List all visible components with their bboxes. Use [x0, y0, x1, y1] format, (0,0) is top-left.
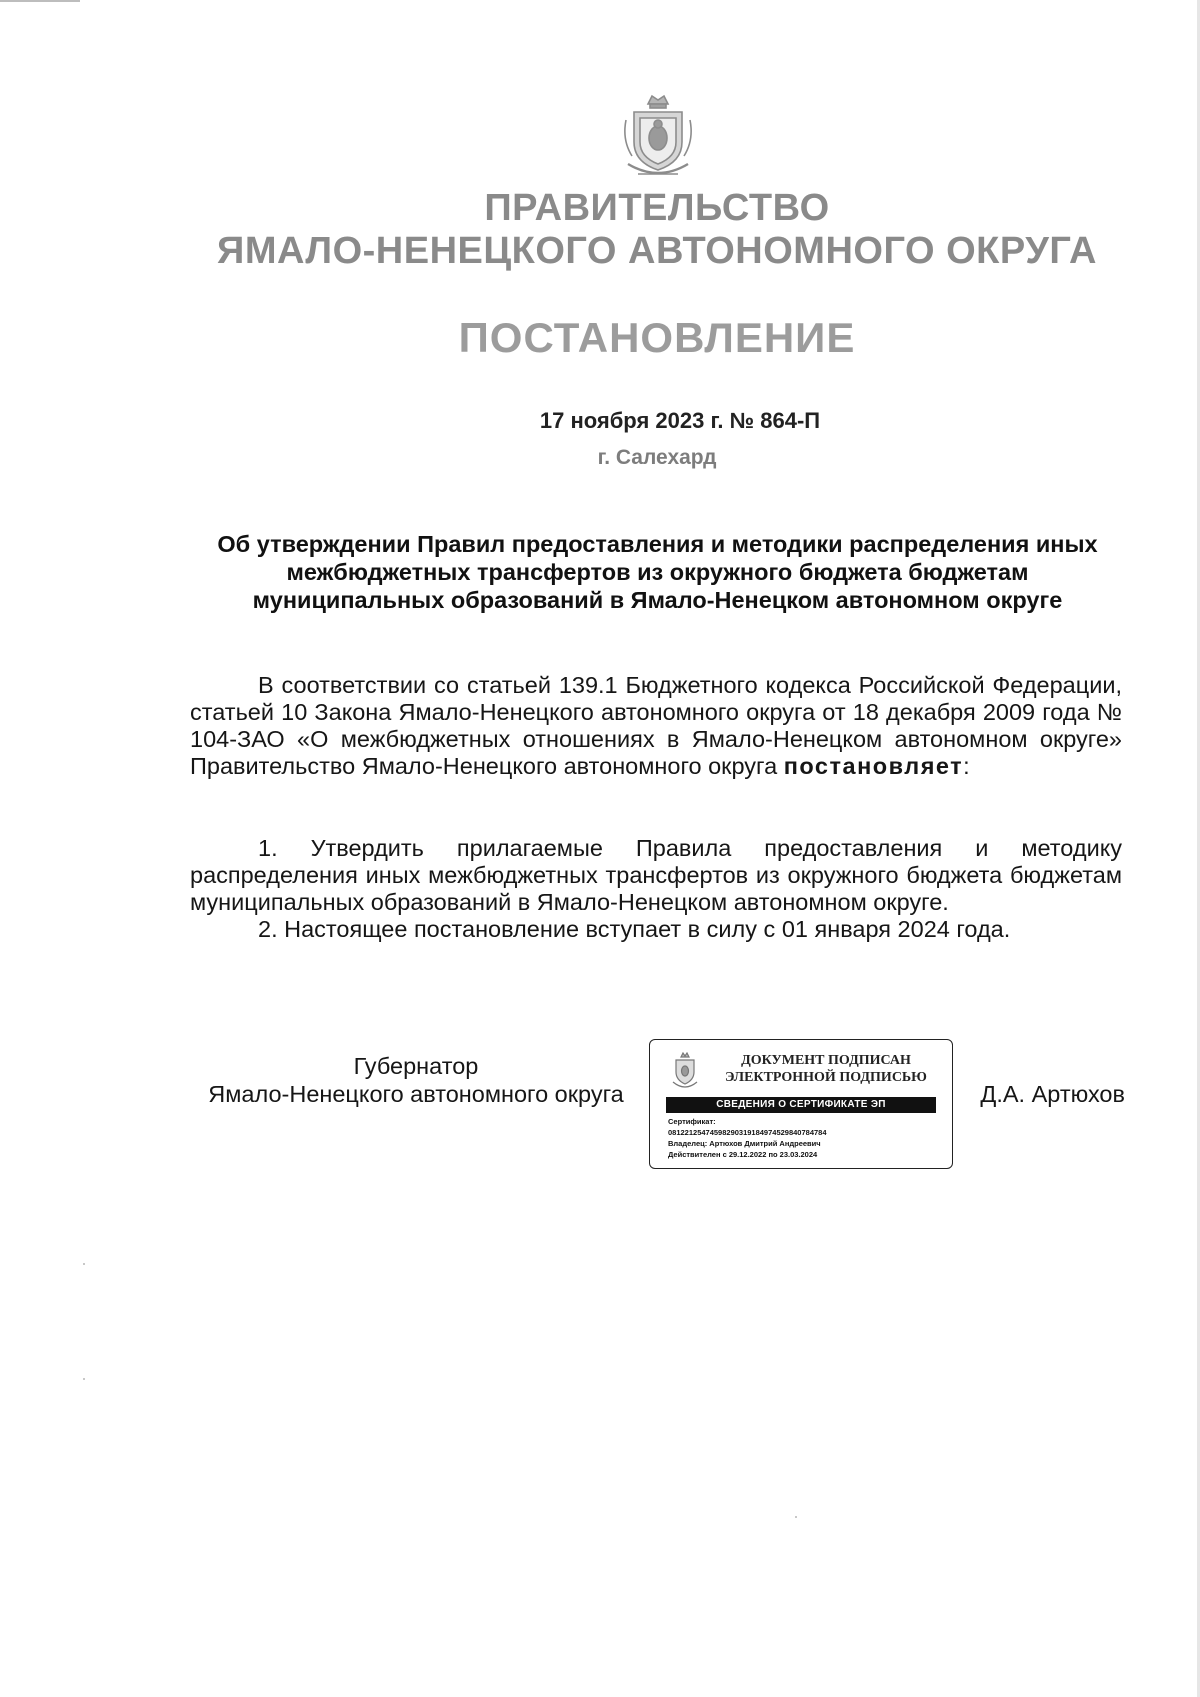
government-name-line-1: ПРАВИТЕЛЬСТВО	[484, 187, 830, 229]
stamp-title-line-2: ЭЛЕКТРОННОЙ ПОДПИСЬЮ	[725, 1070, 927, 1085]
electronic-signature-stamp	[649, 1039, 953, 1169]
scan-corner-mark	[0, 0, 80, 2]
document-heading: Об утверждении Правил предоставления и методики распределения иных межбюджетных трансфертов из окружного бюджета бюджетам муниципальных образований в Ямало-Ненецком автономном округе	[217, 531, 1098, 613]
stamp-emblem-icon	[670, 1052, 700, 1092]
certificate-label: Сертификат:	[668, 1117, 716, 1126]
certificate-owner: Владелец: Артюхов Дмитрий Андреевич	[668, 1139, 821, 1148]
certificate-info-bar: СВЕДЕНИЯ О СЕРТИФИКАТЕ ЭП	[666, 1097, 936, 1113]
stamp-title	[708, 1052, 944, 1086]
decree-items	[190, 835, 1122, 943]
stamp-title-line-1: ДОКУМЕНТ ПОДПИСАН	[741, 1053, 911, 1068]
decree-item-1: 1. Утвердить прилагаемые Правила предоставления и методику распределения иных межбюджетных трансфертов из окружного бюджета бюджетам муниципальных образований в Ямало-Ненецком автономном округе.	[190, 835, 1122, 915]
scan-speck	[83, 1263, 85, 1265]
government-name-line-2: ЯМАЛО-НЕНЕЦКОГО АВТОНОМНОГО ОКРУГА	[217, 230, 1097, 272]
signatory-name: Д.А. Артюхов	[980, 1081, 1125, 1107]
certificate-number: 08122125474598290319184974529840784784	[668, 1128, 827, 1137]
document-type: ПОСТАНОВЛЕНИЕ	[458, 314, 856, 361]
certificate-details	[668, 1116, 948, 1160]
signatory-role-line-2: Ямало-Ненецкого автономного округа	[208, 1081, 624, 1107]
decree-colon: :	[963, 753, 970, 779]
scan-speck	[795, 1516, 797, 1518]
signatory-role	[186, 1052, 646, 1108]
preamble-text: В соответствии со статьей 139.1 Бюджетного кодекса Российской Федерации, статьей 10 Закона Ямало-Ненецкого автономного округа от 18 декабря 2009 года № 104-ЗАО «О межбюджетных отношениях в Ямало-Ненецком автономном округе» Правительство Ямало-Ненецкого автономного округа	[190, 672, 1122, 779]
decree-word: постановляет	[783, 753, 964, 779]
scan-speck	[83, 1378, 85, 1380]
decree-item-2: 2. Настоящее постановление вступает в силу с 01 января 2024 года.	[258, 916, 1011, 942]
document-city: г. Салехард	[597, 446, 717, 469]
certificate-validity: Действителен с 29.12.2022 по 23.03.2024	[668, 1150, 818, 1159]
signatory-role-line-1: Губернатор	[353, 1053, 479, 1079]
coat-of-arms-icon	[618, 90, 698, 182]
document-date-number: 17 ноября 2023 г. № 864-П	[539, 408, 821, 433]
preamble-paragraph	[190, 672, 1122, 780]
